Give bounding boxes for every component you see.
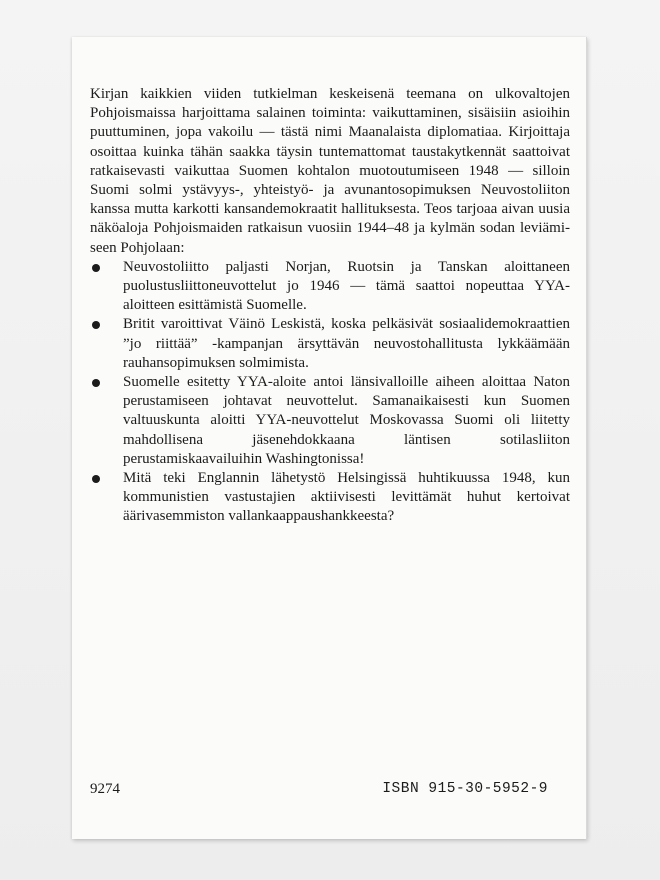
list-item (90, 315, 570, 373)
bullet-dot-icon (92, 321, 100, 329)
bullet-dot-icon (92, 475, 100, 483)
isbn-number: ISBN 915-30-5952-9 (382, 781, 548, 797)
product-code: 9274 (90, 781, 120, 797)
bullet-text: Mitä teki Englannin lähetystö Helsingissä huhtikuussa 1948, kun kommunistien vastustajien aktiivisesti levittämät huhut kertoivat äärivasemmiston vallankaappaushankkeesta? (123, 470, 570, 525)
book-back-cover (72, 37, 587, 839)
bullet-text: Neuvostoliitto paljasti Norjan, Ruotsin ja Tanskan aloittaneen puolustusliittoneuvottelut jo 1946 — tämä saattoi nopeuttaa YYA-aloitteen esittämistä Suomelle. (123, 258, 570, 314)
bullet-dot-icon (92, 379, 100, 387)
blurb-text (90, 85, 570, 527)
list-item (90, 469, 570, 527)
bullet-text: Britit varoittivat Väinö Leskistä, koska pelkäsivät sosiaalidemokraattien ”jo riittää” -kampanjan ärsyttävän neuvostohallitusta lykkäämään rauhansopimuksen solmimista. (123, 316, 570, 371)
bullet-dot-icon (92, 264, 100, 272)
bullet-list (90, 258, 570, 527)
intro-paragraph: Kirjan kaikkien viiden tutkielman keskeisenä teemana on ulkovaltojen Pohjoismaissa harjoittama salainen toiminta: vaikuttaminen, sisäisiin asioihin puuttuminen, jopa vakoilu — tästä nimi Maanalaista diplomatiaa. Kirjoittaja osoittaa kuinka tähän saakka täysin tuntemattomat taustakytkennät saattoivat ratkaisevasti vaikuttaa Suomen kohtalon muotoutumiseen 1948 — silloin Suomi solmi ystävyys-, yhteistyö- ja avunantosopimuksen Neuvostoliiton kanssa mutta karkotti kansandemokraatit hallituksesta. Teos tarjoaa aivan uusia näköaloja Pohjoismaiden ratkaisun vuosiin 1944–48 ja kylmän sodan leviämiseen Pohjolaan: (90, 86, 570, 256)
bullet-text: Suomelle esitetty YYA-aloite antoi länsivalloille aiheen aloittaa Naton perustamiseen johtavat neuvottelut. Samanaikaisesti kun Suomen valtuuskunta aloitti YYA-neuvottelut Moskovassa Suomi oli liitetty mahdollisena jäsenehdokkaana läntisen sotilasliiton perustamiskaavailuihin Washingtonissa! (123, 374, 570, 467)
list-item (90, 258, 570, 316)
list-item (90, 373, 570, 469)
